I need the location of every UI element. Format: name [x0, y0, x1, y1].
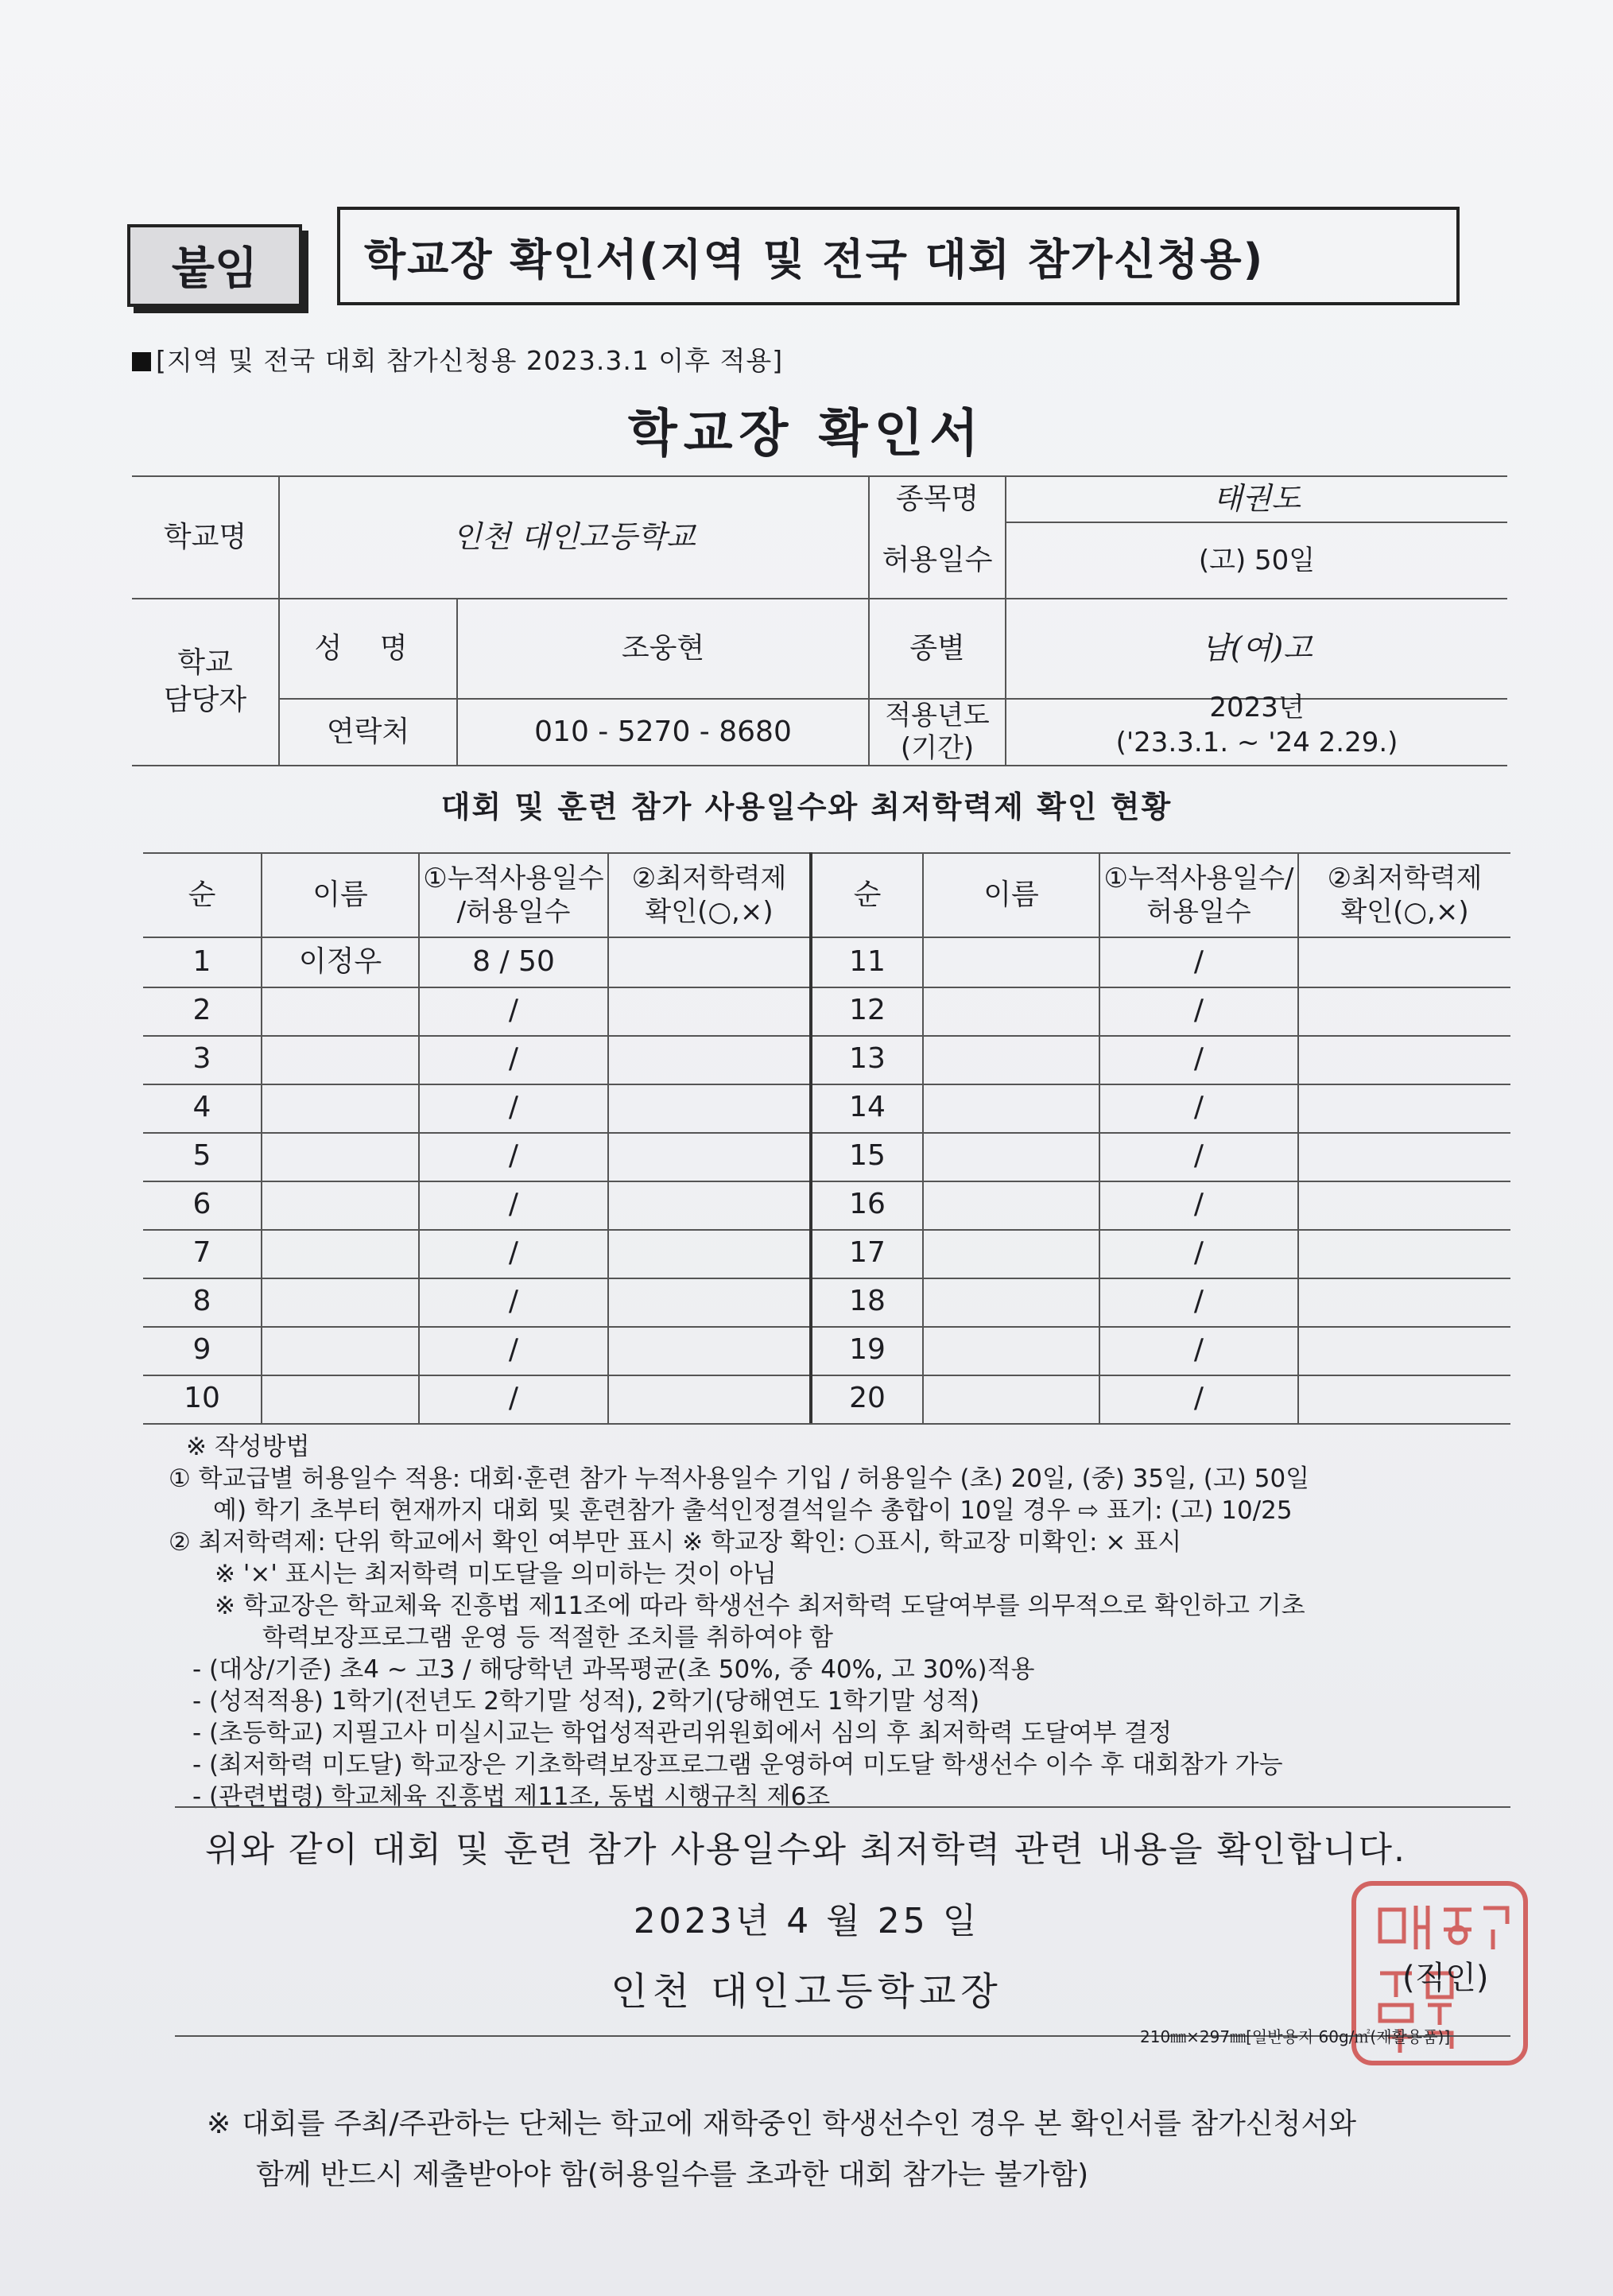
gender-label: 종별: [909, 631, 965, 665]
manager-label: [132, 599, 278, 765]
principal-name: 인천 대인고등학교장: [611, 1969, 1002, 2014]
header-no-left: 순: [188, 878, 216, 911]
instruction-line: - (최저학력 미도달) 학교장은 기초학력보장프로그램 운영하여 미도달 학생선수 이수 후 대회참가 가능: [192, 1751, 1283, 1779]
right-row-usage: /: [1193, 1188, 1204, 1221]
right-row-check: [1299, 1278, 1510, 1326]
right-row-check: [1299, 1084, 1510, 1132]
left-row-no: 2: [192, 994, 211, 1027]
name-label: 성 명: [314, 631, 422, 665]
sport-label: 종목명: [895, 482, 979, 515]
right-row-check: [1299, 1181, 1510, 1229]
footer-note: [207, 2099, 1356, 2201]
footer-line-1-text: 대회를 주최/주관하는 단체는 학교에 재학중인 학생선수인 경우 본 확인서를 참가신청서와: [242, 2108, 1357, 2140]
document-title: 학교장 확인서: [627, 405, 986, 463]
right-row-name: [924, 938, 1099, 987]
period-label-line1: 적용년도: [885, 700, 990, 732]
left-row-check: [609, 1181, 809, 1229]
header-usage-right: [1100, 854, 1297, 937]
notes-divider: [175, 1806, 1510, 1808]
left-row-name: [262, 1278, 418, 1326]
school-name-label: 학교명: [163, 520, 247, 553]
header-minimum-left: [609, 854, 809, 937]
header-minimum-right: [1299, 854, 1510, 937]
issue-date: 2023년 4 월 25 일: [633, 1901, 980, 1941]
instruction-line: 학력보장프로그램 운영 등 적절한 조치를 취하여야 함: [262, 1623, 833, 1652]
instruction-line: - (관련법령) 학교체육 진흥법 제11조, 동법 시행규칙 제6조: [192, 1782, 831, 1811]
left-row-no: 6: [192, 1188, 211, 1221]
manager-label-line1: 학교: [177, 646, 233, 680]
header-name-left: 이름: [312, 878, 368, 911]
name-value: 조웅현: [621, 631, 705, 665]
left-row-check: [609, 1084, 809, 1132]
left-row-check: [609, 938, 809, 987]
left-row-check: [609, 1326, 809, 1375]
left-row-name: [262, 1132, 418, 1181]
left-row-name: [262, 1229, 418, 1278]
header-minimum-left-line2: 확인(○,×): [645, 896, 774, 928]
footer-line-1: [207, 2099, 1356, 2150]
gender-value: 남(여)고: [1201, 630, 1313, 666]
right-row-no: 19: [849, 1333, 886, 1367]
right-row-usage: /: [1193, 1236, 1204, 1270]
header-usage-left-line1: ①누적사용일수: [423, 862, 604, 894]
right-row-check: [1299, 1132, 1510, 1181]
header-no-right: 순: [853, 878, 882, 911]
instruction-line: 예) 학기 초부터 현재까지 대회 및 훈련참가 출석인정결석일수 총합이 10일 경우 ⇨ 표기: (고) 10/25: [213, 1496, 1293, 1525]
right-row-name: [924, 1181, 1099, 1229]
left-row-check: [609, 1375, 809, 1423]
right-row-check: [1299, 1035, 1510, 1084]
usage-table-bottom-line: [143, 1423, 1510, 1425]
right-row-check: [1299, 1326, 1510, 1375]
instructions-heading: ※ 작성방법: [186, 1433, 310, 1461]
header-name-right: 이름: [983, 878, 1039, 911]
left-row-name: 이정우: [298, 945, 382, 979]
instruction-line: ※ '×' 표시는 최저학력 미도달을 의미하는 것이 아님: [215, 1560, 777, 1588]
right-row-usage: /: [1193, 1382, 1204, 1415]
contact-label: 연락처: [326, 715, 410, 748]
period-value-line2: ('23.3.1. ~ '24 2.29.): [1115, 727, 1398, 758]
left-row-check: [609, 987, 809, 1035]
right-row-name: [924, 1375, 1099, 1423]
left-row-no: 7: [192, 1236, 211, 1270]
period-label: [870, 700, 1005, 765]
right-row-name: [924, 1084, 1099, 1132]
left-row-usage: /: [508, 1091, 519, 1124]
confirmation-statement: 위와 같이 대회 및 훈련 참가 사용일수와 최저학력 관련 내용을 확인합니다.: [205, 1829, 1406, 1870]
left-row-name: [262, 1035, 418, 1084]
left-row-name: [262, 1326, 418, 1375]
right-row-no: 11: [849, 945, 886, 979]
header-usage-left-line2: /허용일수: [456, 896, 571, 928]
allowed-days-label: 허용일수: [882, 543, 993, 576]
left-row-usage: /: [508, 1236, 519, 1270]
left-row-usage: /: [508, 1333, 519, 1367]
left-row-name: [262, 987, 418, 1035]
right-row-no: 15: [849, 1139, 886, 1173]
period-label-line2: (기간): [900, 732, 975, 764]
header-minimum-right-line1: ②최저학력제: [1327, 862, 1483, 894]
left-row-name: [262, 1375, 418, 1423]
left-row-check: [609, 1035, 809, 1084]
instruction-line: ② 최저학력제: 단위 학교에서 확인 여부만 표시 ※ 학교장 확인: ○표시, 학교장 미확인: × 표시: [169, 1528, 1182, 1557]
right-row-usage: /: [1193, 1333, 1204, 1367]
header-usage-left: [420, 854, 607, 937]
right-row-no: 16: [849, 1188, 886, 1221]
right-row-name: [924, 1229, 1099, 1278]
left-row-no: 9: [192, 1333, 211, 1367]
left-row-usage: 8 / 50: [472, 945, 555, 979]
attachment-label: 붙임: [127, 224, 302, 307]
instruction-line: ※ 학교장은 학교체육 진흥법 제11조에 따라 학생선수 최저학력 도달여부를 의무적으로 확인하고 기초: [215, 1592, 1305, 1620]
left-row-no: 1: [192, 945, 211, 979]
left-row-usage: /: [508, 1382, 519, 1415]
period-value-line1: 2023년: [1209, 691, 1305, 723]
subtitle-text: [지역 및 전국 대회 참가신청용 2023.3.1 이후 적용]: [156, 345, 784, 376]
right-row-name: [924, 1132, 1099, 1181]
sport-value: 태권도: [1212, 481, 1301, 517]
right-row-no: 17: [849, 1236, 886, 1270]
left-row-usage: /: [508, 1139, 519, 1173]
footer-line-2: 함께 반드시 제출받아야 함(허용일수를 초과한 대회 참가는 불가함): [256, 2158, 1089, 2191]
instruction-line: ① 학교급별 허용일수 적용: 대회·훈련 참가 누적사용일수 기입 / 허용일수 (초) 20일, (중) 35일, (고) 50일: [169, 1464, 1310, 1493]
right-row-check: [1299, 1375, 1510, 1423]
square-bullet-icon: [132, 352, 151, 371]
info-table-bottom-line: [132, 765, 1507, 766]
right-row-name: [924, 1278, 1099, 1326]
period-value: [1006, 685, 1507, 765]
footer-ref-mark: ※: [207, 2108, 231, 2140]
left-row-check: [609, 1229, 809, 1278]
instruction-line: - (초등학교) 지필고사 미실시교는 학업성적관리위원회에서 심의 후 최저학력 도달여부 결정: [192, 1719, 1173, 1747]
allowed-days-value: (고) 50일: [1198, 544, 1316, 576]
left-row-no: 3: [192, 1042, 211, 1076]
left-row-usage: /: [508, 994, 519, 1027]
left-row-usage: /: [508, 1285, 519, 1318]
left-row-usage: /: [508, 1188, 519, 1221]
right-row-usage: /: [1193, 1139, 1204, 1173]
right-row-usage: /: [1193, 994, 1204, 1027]
header-title: 학교장 확인서(지역 및 전국 대회 참가신청용): [337, 207, 1460, 305]
school-name-value: 인천 대인고등학교: [452, 519, 696, 555]
header-usage-right-line2: 허용일수: [1146, 896, 1251, 928]
right-row-usage: /: [1193, 945, 1204, 979]
right-row-usage: /: [1193, 1285, 1204, 1318]
left-row-name: [262, 1084, 418, 1132]
subtitle: [132, 340, 783, 378]
header-minimum-left-line1: ②최저학력제: [631, 862, 787, 894]
left-row-no: 10: [184, 1382, 220, 1415]
left-row-no: 5: [192, 1139, 211, 1173]
right-row-check: [1299, 938, 1510, 987]
right-row-usage: /: [1193, 1042, 1204, 1076]
right-row-no: 20: [849, 1382, 886, 1415]
usage-table-heading: 대회 및 훈련 참가 사용일수와 최저학력제 확인 현황: [440, 789, 1173, 824]
header-usage-right-line1: ①누적사용일수/: [1103, 862, 1294, 894]
right-row-no: 18: [849, 1285, 886, 1318]
right-row-no: 13: [849, 1042, 886, 1076]
right-row-name: [924, 1326, 1099, 1375]
left-row-usage: /: [508, 1042, 519, 1076]
header-minimum-right-line2: 확인(○,×): [1340, 896, 1469, 928]
right-row-name: [924, 1035, 1099, 1084]
left-row-check: [609, 1132, 809, 1181]
right-row-no: 12: [849, 994, 886, 1027]
left-row-name: [262, 1181, 418, 1229]
right-row-check: [1299, 1229, 1510, 1278]
right-row-no: 14: [849, 1091, 886, 1124]
right-row-name: [924, 987, 1099, 1035]
left-row-no: 8: [192, 1285, 211, 1318]
manager-label-line2: 담당자: [163, 684, 247, 716]
right-row-usage: /: [1193, 1091, 1204, 1124]
contact-value: 010 - 5270 - 8680: [534, 715, 792, 748]
instruction-line: - (성적적용) 1학기(전년도 2학기말 성적), 2학기(당해연도 1학기말 성적): [192, 1687, 980, 1716]
instruction-line: - (대상/기준) 초4 ~ 고3 / 해당학년 과목평균(초 50%, 중 40%, 고 30%)적용: [192, 1655, 1035, 1684]
left-row-check: [609, 1278, 809, 1326]
paper-spec: 210㎜×297㎜[일반용지 60g/㎡(재활용품)]: [1140, 2027, 1451, 2046]
seal-label: (직인): [1402, 1960, 1489, 1996]
right-row-check: [1299, 987, 1510, 1035]
left-row-no: 4: [192, 1091, 211, 1124]
